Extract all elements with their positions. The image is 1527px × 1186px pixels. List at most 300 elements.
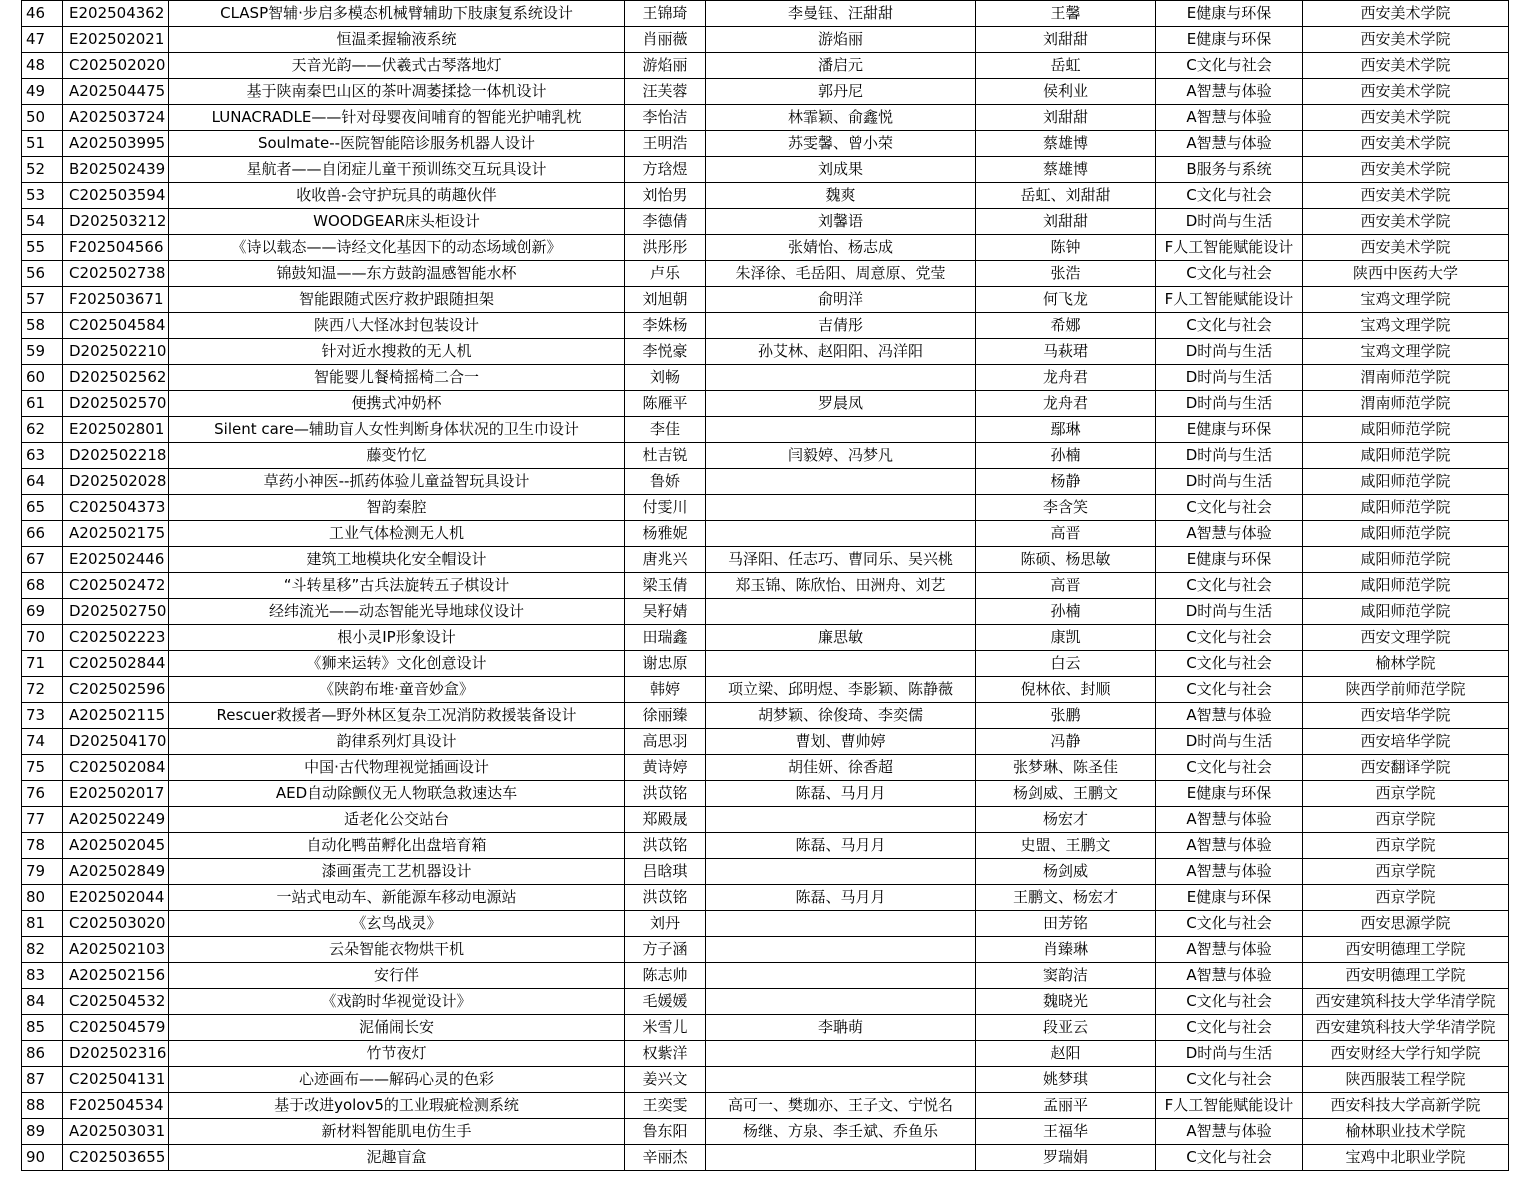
school-cell: 咸阳师范学院	[1303, 547, 1509, 573]
table-row	[22, 599, 1509, 625]
advisor-cell: 刘甜甜	[976, 209, 1156, 235]
category-cell: C文化与社会	[1156, 1015, 1303, 1041]
lead-author-cell: 付雯川	[625, 495, 706, 521]
project-title-cell: 草药小神医--抓药体验儿童益智玩具设计	[169, 469, 625, 495]
lead-author-cell: 卢乐	[625, 261, 706, 287]
team-members-cell	[706, 365, 976, 391]
project-title-cell: 韵律系列灯具设计	[169, 729, 625, 755]
table-row	[22, 365, 1509, 391]
lead-author-cell: 毛媛媛	[625, 989, 706, 1015]
project-title-cell: 星航者——自闭症儿童干预训练交互玩具设计	[169, 157, 625, 183]
category-cell: C文化与社会	[1156, 677, 1303, 703]
school-cell: 西安美术学院	[1303, 27, 1509, 53]
advisor-cell: 康凯	[976, 625, 1156, 651]
team-members-cell: 陈磊、马月月	[706, 781, 976, 807]
project-id-cell: E202502021	[63, 27, 169, 53]
lead-author-cell: 唐兆兴	[625, 547, 706, 573]
advisor-cell: 王鹏文、杨宏才	[976, 885, 1156, 911]
table-row	[22, 183, 1509, 209]
advisor-cell: 孟丽平	[976, 1093, 1156, 1119]
lead-author-cell: 方琀煜	[625, 157, 706, 183]
project-title-cell: 《戏韵时华视觉设计》	[169, 989, 625, 1015]
lead-author-cell: 姜兴文	[625, 1067, 706, 1093]
team-members-cell	[706, 937, 976, 963]
category-cell: C文化与社会	[1156, 1067, 1303, 1093]
project-title-cell: 云朵智能衣物烘干机	[169, 937, 625, 963]
project-title-cell: 《狮来运转》文化创意设计	[169, 651, 625, 677]
advisor-cell: 段亚云	[976, 1015, 1156, 1041]
row-number-cell: 58	[22, 313, 63, 339]
advisor-cell: 罗瑞娟	[976, 1145, 1156, 1171]
advisor-cell: 张浩	[976, 261, 1156, 287]
project-id-cell: E202504362	[63, 1, 169, 27]
row-number-cell: 75	[22, 755, 63, 781]
school-cell: 西安培华学院	[1303, 703, 1509, 729]
category-cell: A智慧与体验	[1156, 105, 1303, 131]
lead-author-cell: 洪彤彤	[625, 235, 706, 261]
project-title-cell: 锦鼓知温——东方鼓韵温感智能水杯	[169, 261, 625, 287]
row-number-cell: 89	[22, 1119, 63, 1145]
team-members-cell: 郑玉锦、陈欣怡、田洲舟、刘艺	[706, 573, 976, 599]
project-id-cell: C202502020	[63, 53, 169, 79]
row-number-cell: 47	[22, 27, 63, 53]
row-number-cell: 69	[22, 599, 63, 625]
advisor-cell: 赵阳	[976, 1041, 1156, 1067]
project-title-cell: “斗转星移”古兵法旋转五子棋设计	[169, 573, 625, 599]
table-row	[22, 79, 1509, 105]
project-id-cell: A202503724	[63, 105, 169, 131]
table-row	[22, 469, 1509, 495]
project-id-cell: C202503655	[63, 1145, 169, 1171]
category-cell: E健康与环保	[1156, 781, 1303, 807]
project-title-cell: 藤变竹忆	[169, 443, 625, 469]
lead-author-cell: 杨雅妮	[625, 521, 706, 547]
school-cell: 宝鸡文理学院	[1303, 287, 1509, 313]
table-row	[22, 885, 1509, 911]
advisor-cell: 冯静	[976, 729, 1156, 755]
school-cell: 陕西学前师范学院	[1303, 677, 1509, 703]
category-cell: E健康与环保	[1156, 27, 1303, 53]
category-cell: A智慧与体验	[1156, 79, 1303, 105]
row-number-cell: 64	[22, 469, 63, 495]
row-number-cell: 71	[22, 651, 63, 677]
category-cell: D时尚与生活	[1156, 1041, 1303, 1067]
advisor-cell: 白云	[976, 651, 1156, 677]
lead-author-cell: 王奕雯	[625, 1093, 706, 1119]
school-cell: 宝鸡文理学院	[1303, 313, 1509, 339]
table-row	[22, 911, 1509, 937]
school-cell: 咸阳师范学院	[1303, 599, 1509, 625]
school-cell: 榆林学院	[1303, 651, 1509, 677]
project-id-cell: F202503671	[63, 287, 169, 313]
school-cell: 榆林职业技术学院	[1303, 1119, 1509, 1145]
advisor-cell: 王馨	[976, 1, 1156, 27]
project-title-cell: 一站式电动车、新能源车移动电源站	[169, 885, 625, 911]
project-title-cell: Silent care—辅助盲人女性判断身体状况的卫生巾设计	[169, 417, 625, 443]
table-row	[22, 443, 1509, 469]
project-title-cell: 建筑工地模块化安全帽设计	[169, 547, 625, 573]
project-title-cell: 天音光韵——伏羲式古琴落地灯	[169, 53, 625, 79]
project-id-cell: A202502175	[63, 521, 169, 547]
team-members-cell	[706, 495, 976, 521]
table-row	[22, 989, 1509, 1015]
category-cell: A智慧与体验	[1156, 833, 1303, 859]
project-id-cell: C202504584	[63, 313, 169, 339]
table-row	[22, 755, 1509, 781]
row-number-cell: 59	[22, 339, 63, 365]
category-cell: C文化与社会	[1156, 911, 1303, 937]
category-cell: C文化与社会	[1156, 261, 1303, 287]
project-id-cell: D202502750	[63, 599, 169, 625]
row-number-cell: 86	[22, 1041, 63, 1067]
team-members-cell: 李聃萌	[706, 1015, 976, 1041]
row-number-cell: 51	[22, 131, 63, 157]
school-cell: 西安美术学院	[1303, 105, 1509, 131]
row-number-cell: 76	[22, 781, 63, 807]
project-id-cell: B202502439	[63, 157, 169, 183]
lead-author-cell: 洪苡铭	[625, 781, 706, 807]
advisor-cell: 杨静	[976, 469, 1156, 495]
lead-author-cell: 辛丽杰	[625, 1145, 706, 1171]
team-members-cell	[706, 807, 976, 833]
table-row	[22, 495, 1509, 521]
school-cell: 陕西服装工程学院	[1303, 1067, 1509, 1093]
team-members-cell: 张婧怡、杨志成	[706, 235, 976, 261]
project-title-cell: Rescuer救援者—野外林区复杂工况消防救援装备设计	[169, 703, 625, 729]
project-title-cell: 基于陕南秦巴山区的茶叶凋萎揉捻一体机设计	[169, 79, 625, 105]
table-row	[22, 703, 1509, 729]
lead-author-cell: 洪苡铭	[625, 885, 706, 911]
category-cell: F人工智能赋能设计	[1156, 235, 1303, 261]
category-cell: C文化与社会	[1156, 651, 1303, 677]
table-row	[22, 261, 1509, 287]
team-members-cell: 魏爽	[706, 183, 976, 209]
row-number-cell: 67	[22, 547, 63, 573]
project-title-cell: 智能跟随式医疗救护跟随担架	[169, 287, 625, 313]
school-cell: 西安思源学院	[1303, 911, 1509, 937]
advisor-cell: 李含笑	[976, 495, 1156, 521]
advisor-cell: 孙楠	[976, 599, 1156, 625]
lead-author-cell: 游焰丽	[625, 53, 706, 79]
team-members-cell	[706, 989, 976, 1015]
category-cell: A智慧与体验	[1156, 131, 1303, 157]
advisor-cell: 田芳铭	[976, 911, 1156, 937]
project-id-cell: C202504131	[63, 1067, 169, 1093]
project-id-cell: C202504579	[63, 1015, 169, 1041]
school-cell: 西安美术学院	[1303, 1, 1509, 27]
row-number-cell: 82	[22, 937, 63, 963]
project-id-cell: A202503031	[63, 1119, 169, 1145]
project-title-cell: 经纬流光——动态智能光导地球仪设计	[169, 599, 625, 625]
team-members-cell: 高可一、樊珈亦、王子文、宁悦名	[706, 1093, 976, 1119]
category-cell: F人工智能赋能设计	[1156, 1093, 1303, 1119]
project-id-cell: D202502562	[63, 365, 169, 391]
team-members-cell: 游焰丽	[706, 27, 976, 53]
lead-author-cell: 王锦琦	[625, 1, 706, 27]
table-row	[22, 651, 1509, 677]
category-cell: C文化与社会	[1156, 755, 1303, 781]
school-cell: 西安美术学院	[1303, 209, 1509, 235]
table-row	[22, 963, 1509, 989]
table-row	[22, 677, 1509, 703]
project-title-cell: 安行伴	[169, 963, 625, 989]
project-id-cell: A202502249	[63, 807, 169, 833]
project-title-cell: Soulmate--医院智能陪诊服务机器人设计	[169, 131, 625, 157]
row-number-cell: 46	[22, 1, 63, 27]
category-cell: D时尚与生活	[1156, 391, 1303, 417]
table-row	[22, 391, 1509, 417]
advisor-cell: 刘甜甜	[976, 27, 1156, 53]
team-members-cell: 胡佳妍、徐香超	[706, 755, 976, 781]
category-cell: A智慧与体验	[1156, 703, 1303, 729]
team-members-cell: 罗晨凤	[706, 391, 976, 417]
project-id-cell: C202502596	[63, 677, 169, 703]
school-cell: 西安科技大学高新学院	[1303, 1093, 1509, 1119]
project-title-cell: 便携式冲奶杯	[169, 391, 625, 417]
row-number-cell: 55	[22, 235, 63, 261]
table-row	[22, 547, 1509, 573]
project-id-cell: A202502115	[63, 703, 169, 729]
table-body	[22, 1, 1509, 1171]
school-cell: 西安美术学院	[1303, 79, 1509, 105]
project-title-cell: 新材料智能肌电仿生手	[169, 1119, 625, 1145]
project-title-cell: 心迹画布——解码心灵的色彩	[169, 1067, 625, 1093]
lead-author-cell: 刘丹	[625, 911, 706, 937]
project-title-cell: AED自动除颤仪无人物联急救速达车	[169, 781, 625, 807]
lead-author-cell: 吕晗琪	[625, 859, 706, 885]
project-id-cell: F202504566	[63, 235, 169, 261]
advisor-cell: 史盟、王鹏文	[976, 833, 1156, 859]
school-cell: 西安明德理工学院	[1303, 937, 1509, 963]
project-title-cell: 自动化鸭苗孵化出盘培育箱	[169, 833, 625, 859]
project-id-cell: C202503594	[63, 183, 169, 209]
school-cell: 西安美术学院	[1303, 157, 1509, 183]
school-cell: 西京学院	[1303, 781, 1509, 807]
project-id-cell: C202503020	[63, 911, 169, 937]
team-members-cell: 胡梦颖、徐俊琦、李奕儒	[706, 703, 976, 729]
table-row	[22, 235, 1509, 261]
advisor-cell: 张梦琳、陈圣佳	[976, 755, 1156, 781]
project-title-cell: 智能婴儿餐椅摇椅二合一	[169, 365, 625, 391]
row-number-cell: 85	[22, 1015, 63, 1041]
team-members-cell: 郭丹尼	[706, 79, 976, 105]
lead-author-cell: 黄诗婷	[625, 755, 706, 781]
row-number-cell: 74	[22, 729, 63, 755]
table-row	[22, 521, 1509, 547]
row-number-cell: 90	[22, 1145, 63, 1171]
table-row	[22, 573, 1509, 599]
team-members-cell: 廉思敏	[706, 625, 976, 651]
lead-author-cell: 权紫洋	[625, 1041, 706, 1067]
row-number-cell: 52	[22, 157, 63, 183]
lead-author-cell: 高思羽	[625, 729, 706, 755]
team-members-cell: 刘成果	[706, 157, 976, 183]
category-cell: D时尚与生活	[1156, 339, 1303, 365]
table-row	[22, 157, 1509, 183]
project-id-cell: A202502156	[63, 963, 169, 989]
lead-author-cell: 刘畅	[625, 365, 706, 391]
school-cell: 咸阳师范学院	[1303, 495, 1509, 521]
school-cell: 咸阳师范学院	[1303, 573, 1509, 599]
row-number-cell: 56	[22, 261, 63, 287]
table-row	[22, 53, 1509, 79]
school-cell: 西安美术学院	[1303, 235, 1509, 261]
project-title-cell: 《玄鸟战灵》	[169, 911, 625, 937]
project-id-cell: C202502738	[63, 261, 169, 287]
project-id-cell: D202502210	[63, 339, 169, 365]
project-title-cell: 根小灵IP形象设计	[169, 625, 625, 651]
row-number-cell: 70	[22, 625, 63, 651]
team-members-cell: 吉倩彤	[706, 313, 976, 339]
category-cell: C文化与社会	[1156, 989, 1303, 1015]
team-members-cell	[706, 1145, 976, 1171]
row-number-cell: 80	[22, 885, 63, 911]
project-id-cell: D202502028	[63, 469, 169, 495]
table-row	[22, 313, 1509, 339]
category-cell: E健康与环保	[1156, 547, 1303, 573]
category-cell: A智慧与体验	[1156, 807, 1303, 833]
table-row	[22, 625, 1509, 651]
row-number-cell: 83	[22, 963, 63, 989]
project-id-cell: A202502849	[63, 859, 169, 885]
category-cell: B服务与系统	[1156, 157, 1303, 183]
team-members-cell: 林霏颖、俞鑫悦	[706, 105, 976, 131]
project-id-cell: D202502316	[63, 1041, 169, 1067]
advisor-cell: 王福华	[976, 1119, 1156, 1145]
school-cell: 宝鸡文理学院	[1303, 339, 1509, 365]
category-cell: C文化与社会	[1156, 313, 1303, 339]
lead-author-cell: 鲁东阳	[625, 1119, 706, 1145]
row-number-cell: 66	[22, 521, 63, 547]
school-cell: 渭南师范学院	[1303, 365, 1509, 391]
team-members-cell: 陈磊、马月月	[706, 833, 976, 859]
project-id-cell: C202502472	[63, 573, 169, 599]
table-row	[22, 1, 1509, 27]
lead-author-cell: 李悦豪	[625, 339, 706, 365]
team-members-cell: 俞明洋	[706, 287, 976, 313]
project-id-cell: E202502801	[63, 417, 169, 443]
advisor-cell: 杨剑威	[976, 859, 1156, 885]
category-cell: F人工智能赋能设计	[1156, 287, 1303, 313]
team-members-cell	[706, 521, 976, 547]
category-cell: D时尚与生活	[1156, 599, 1303, 625]
table-row	[22, 1119, 1509, 1145]
team-members-cell: 项立梁、邱明煜、李影颖、陈静薇	[706, 677, 976, 703]
category-cell: C文化与社会	[1156, 495, 1303, 521]
lead-author-cell: 鲁娇	[625, 469, 706, 495]
table-row	[22, 1041, 1509, 1067]
advisor-cell: 刘甜甜	[976, 105, 1156, 131]
school-cell: 西安明德理工学院	[1303, 963, 1509, 989]
row-number-cell: 57	[22, 287, 63, 313]
advisor-cell: 陈钟	[976, 235, 1156, 261]
category-cell: D时尚与生活	[1156, 365, 1303, 391]
row-number-cell: 73	[22, 703, 63, 729]
advisor-cell: 马萩珺	[976, 339, 1156, 365]
lead-author-cell: 梁玉倩	[625, 573, 706, 599]
category-cell: D时尚与生活	[1156, 209, 1303, 235]
row-number-cell: 60	[22, 365, 63, 391]
school-cell: 西安美术学院	[1303, 131, 1509, 157]
category-cell: A智慧与体验	[1156, 859, 1303, 885]
category-cell: C文化与社会	[1156, 1145, 1303, 1171]
lead-author-cell: 郑殿晟	[625, 807, 706, 833]
table-row	[22, 417, 1509, 443]
row-number-cell: 68	[22, 573, 63, 599]
table-row	[22, 339, 1509, 365]
category-cell: D时尚与生活	[1156, 443, 1303, 469]
category-cell: A智慧与体验	[1156, 1119, 1303, 1145]
lead-author-cell: 李德倩	[625, 209, 706, 235]
school-cell: 西安美术学院	[1303, 183, 1509, 209]
project-title-cell: WOODGEAR床头柜设计	[169, 209, 625, 235]
advisor-cell: 鄢琳	[976, 417, 1156, 443]
lead-author-cell: 杜吉锐	[625, 443, 706, 469]
category-cell: E健康与环保	[1156, 417, 1303, 443]
row-number-cell: 78	[22, 833, 63, 859]
lead-author-cell: 吴籽婧	[625, 599, 706, 625]
project-title-cell: LUNACRADLE——针对母婴夜间哺育的智能光护哺乳枕	[169, 105, 625, 131]
table-row	[22, 105, 1509, 131]
advisor-cell: 魏晓光	[976, 989, 1156, 1015]
school-cell: 咸阳师范学院	[1303, 469, 1509, 495]
team-members-cell	[706, 469, 976, 495]
lead-author-cell: 肖丽薇	[625, 27, 706, 53]
team-members-cell: 苏雯馨、曾小荣	[706, 131, 976, 157]
project-id-cell: E202502044	[63, 885, 169, 911]
team-members-cell	[706, 1067, 976, 1093]
project-title-cell: 《诗以载态——诗经文化基因下的动态场域创新》	[169, 235, 625, 261]
advisor-cell: 侯利业	[976, 79, 1156, 105]
row-number-cell: 81	[22, 911, 63, 937]
category-cell: C文化与社会	[1156, 53, 1303, 79]
advisor-cell: 张鹏	[976, 703, 1156, 729]
row-number-cell: 65	[22, 495, 63, 521]
row-number-cell: 48	[22, 53, 63, 79]
project-id-cell: D202503212	[63, 209, 169, 235]
team-members-cell	[706, 963, 976, 989]
category-cell: A智慧与体验	[1156, 963, 1303, 989]
project-title-cell: 泥俑闹长安	[169, 1015, 625, 1041]
row-number-cell: 49	[22, 79, 63, 105]
table-row	[22, 1145, 1509, 1171]
project-title-cell: 竹节夜灯	[169, 1041, 625, 1067]
lead-author-cell: 李姝杨	[625, 313, 706, 339]
row-number-cell: 72	[22, 677, 63, 703]
advisor-cell: 杨剑威、王鹏文	[976, 781, 1156, 807]
project-id-cell: C202502844	[63, 651, 169, 677]
advisor-cell: 杨宏才	[976, 807, 1156, 833]
project-title-cell: 泥趣盲盒	[169, 1145, 625, 1171]
category-cell: C文化与社会	[1156, 183, 1303, 209]
table-row	[22, 859, 1509, 885]
school-cell: 西安文理学院	[1303, 625, 1509, 651]
advisor-cell: 蔡雄博	[976, 131, 1156, 157]
lead-author-cell: 刘旭朝	[625, 287, 706, 313]
school-cell: 西京学院	[1303, 807, 1509, 833]
team-members-cell: 李曼钰、汪甜甜	[706, 1, 976, 27]
lead-author-cell: 洪苡铭	[625, 833, 706, 859]
project-id-cell: D202504170	[63, 729, 169, 755]
project-title-cell: 智韵秦腔	[169, 495, 625, 521]
school-cell: 咸阳师范学院	[1303, 417, 1509, 443]
row-number-cell: 79	[22, 859, 63, 885]
table-row	[22, 27, 1509, 53]
team-members-cell	[706, 1041, 976, 1067]
table-row	[22, 807, 1509, 833]
lead-author-cell: 徐丽臻	[625, 703, 706, 729]
advisor-cell: 高晋	[976, 521, 1156, 547]
